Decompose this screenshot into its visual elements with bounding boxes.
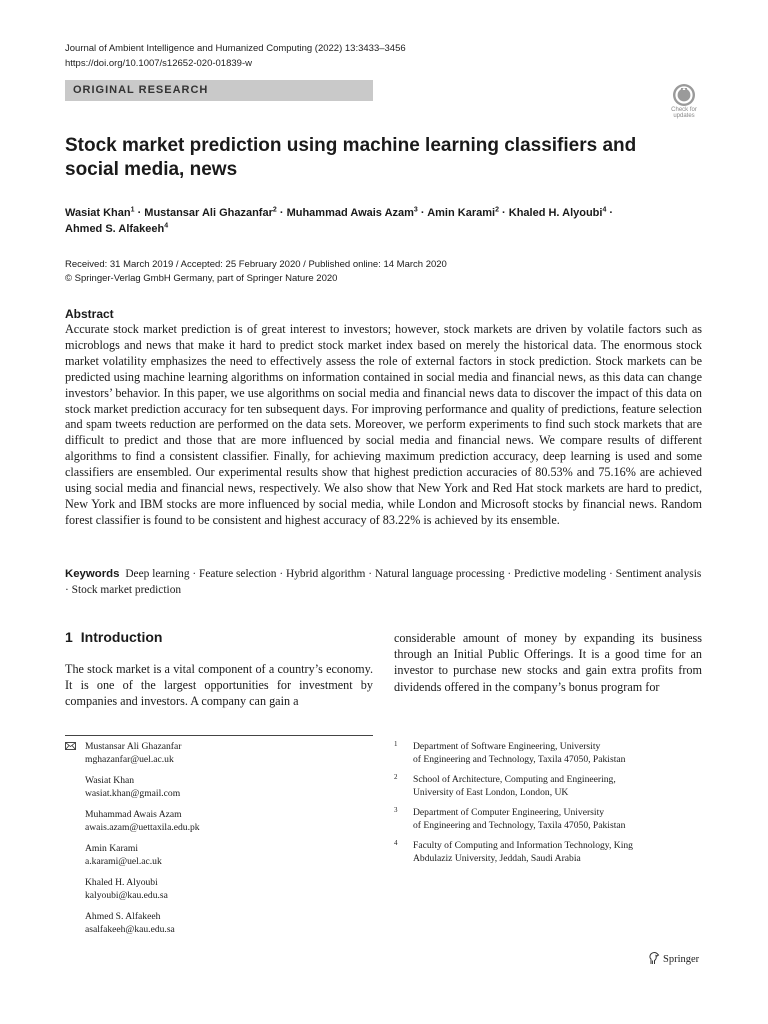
- contact-item: [65, 809, 373, 834]
- paper-title: Stock market prediction using machine learning classifiers and social media, news: [65, 135, 637, 180]
- author[interactable]: Ahmed S. Alfakeeh$^4$: [65, 222, 169, 235]
- author[interactable]: Khaled H. Alyoubi$^4$: [508, 206, 607, 219]
- check-for-updates[interactable]: [662, 83, 706, 125]
- contact-item: [65, 877, 373, 902]
- check-updates-label-1: Check for: [671, 107, 697, 113]
- contact-email[interactable]: awais.azam@uettaxila.edu.pk: [85, 821, 200, 833]
- affiliation-item: [394, 774, 704, 799]
- affiliation-item: [394, 807, 704, 832]
- contact-name: Mustansar Ali Ghazanfar: [85, 741, 182, 752]
- keywords-list: Deep learning · Feature selection · Hybrid algorithm · Natural language processing · Predictive modeling · Sentiment analysis · Stock market prediction: [65, 568, 702, 596]
- keywords: [65, 566, 702, 598]
- section-number: 1: [65, 629, 73, 645]
- section-heading-introduction: [65, 629, 162, 645]
- author[interactable]: Wasiat Khan$^1$: [65, 206, 135, 219]
- contact-email[interactable]: a.karami@uel.ac.uk: [85, 855, 162, 867]
- publisher-logo: [648, 951, 699, 965]
- affiliation-line: Department of Software Engineering, University: [413, 741, 601, 752]
- article-type-badge: [65, 80, 373, 101]
- contact-name: Amin Karami: [85, 843, 139, 854]
- contact-name: Ahmed S. Alfakeeh: [85, 911, 161, 922]
- affiliation-line: School of Architecture, Computing and Engineering,: [413, 774, 616, 785]
- affiliation-item: [394, 741, 704, 766]
- copyright: © Springer-Verlag GmbH Germany, part of Springer Nature 2020: [65, 273, 338, 284]
- check-updates-label-2: updates: [673, 113, 695, 119]
- affiliation-line: University of East London, London, UK: [413, 786, 569, 798]
- contact-item: [65, 775, 373, 800]
- affiliation-line: Faculty of Computing and Information Technology, King: [413, 840, 633, 851]
- springer-horse-icon: [648, 951, 660, 965]
- affiliation-item: [394, 840, 704, 865]
- intro-paragraph-left: The stock market is a vital component of a country’s economy. It is one of the largest opportunities for investment by companies and investors. A company can gain a: [65, 662, 373, 709]
- contact-name: Muhammad Awais Azam: [85, 809, 182, 820]
- abstract-body: Accurate stock market prediction is of great interest to investors; however, stock markets are driven by volatile factors such as microblogs and news that make it hard to predict stock market index based on merely the historical data. The enormous stock market volatility emphasizes the need to effectively assess the role of external factors in stock prediction. Stock markets can be predicted using machine learning algorithms on information contained in social media and financial news, as this data can change investors’ behavior. In this paper, we use algorithms on social media and financial news data to discover the impact of this data on stock market prediction accuracy for ten subsequent days. For improving performance and quality of predictions, feature selection and spam tweets reduction are performed on the data sets. Moreover, we perform experiments to find such stock markets that are difficult to predict and those that are more influenced by social media and financial news. We compare results of different algorithms to find a consistent classifier. Finally, for achieving maximum prediction accuracy, deep learning is used and some classifiers are ensembled. Our experimental results show that highest prediction accuracies of 80.53% and 75.16% are achieved using social media and financial news, respectively. We also show that New York and Red Hat stock markets are hard to predict, New York and IBM stocks are more influenced by social media, while London and Microsoft stocks by financial news. Random forest classifier is found to be consistent and highest accuracy of 83.22% is achieved by its ensemble.: [65, 322, 702, 527]
- contact-name: Wasiat Khan: [85, 775, 135, 786]
- intro-paragraph-right: considerable amount of money by expanding its business through an Initial Public Offerings. It is a good time for an investor to purchase new stocks and gain extra profits from dividends offered in the company’s bonus program for: [394, 631, 702, 694]
- contact-email[interactable]: mghazanfar@uel.ac.uk: [85, 753, 174, 765]
- doi-link[interactable]: https://doi.org/10.1007/s12652-020-01839-w: [65, 58, 252, 69]
- affiliation-number: 4: [394, 839, 398, 847]
- article-type-label: ORIGINAL RESEARCH: [73, 84, 209, 96]
- contact-item: [65, 843, 373, 868]
- publication-dates: [65, 258, 685, 286]
- author[interactable]: Amin Karami$^2$: [427, 206, 499, 219]
- publisher-name: Springer: [663, 954, 700, 965]
- journal-header: [65, 41, 406, 71]
- author-list: Wasiat Khan$^1$ · Mustansar Ali Ghazanfar$^2$ · Muhammad Awais Azam$^3$ · Amin Karami$^2$ · Khaled H. Alyoubi$^4$ · Ahmed S. Alfakeeh$^4$: [65, 206, 614, 235]
- author[interactable]: Mustansar Ali Ghazanfar$^2$: [144, 206, 277, 219]
- affiliation-number: 2: [394, 773, 398, 781]
- author[interactable]: Muhammad Awais Azam$^3$: [286, 206, 418, 219]
- contact-email[interactable]: kalyoubi@kau.edu.sa: [85, 889, 168, 901]
- contact-email[interactable]: asalfakeeh@kau.edu.sa: [85, 923, 175, 935]
- author-contacts: [65, 741, 373, 945]
- footnote-divider: [65, 735, 373, 736]
- keywords-label: Keywords: [65, 568, 120, 580]
- affiliation-line: of Engineering and Technology, Taxila 47050, Pakistan: [413, 753, 626, 765]
- affiliation-line: Department of Computer Engineering, University: [413, 807, 605, 818]
- abstract-heading: Abstract: [65, 307, 114, 321]
- affiliation-line: of Engineering and Technology, Taxila 47050, Pakistan: [413, 819, 626, 831]
- affiliation-line: Abdulaziz University, Jeddah, Saudi Arabia: [413, 852, 581, 864]
- contact-item: [65, 741, 373, 766]
- affiliations: [394, 741, 704, 873]
- contact-name: Khaled H. Alyoubi: [85, 877, 158, 888]
- affiliation-number: 3: [394, 806, 398, 814]
- affiliation-number: 1: [394, 740, 398, 748]
- section-title: Introduction: [80, 629, 163, 645]
- check-updates-icon: [672, 83, 696, 107]
- envelope-icon: [65, 742, 76, 750]
- history-dates: Received: 31 March 2019 / Accepted: 25 February 2020 / Published online: 14 March 2020: [65, 259, 447, 270]
- journal-line: Journal of Ambient Intelligence and Humanized Computing (2022) 13:3433–3456: [65, 43, 406, 54]
- contact-item: [65, 911, 373, 936]
- contact-email[interactable]: wasiat.khan@gmail.com: [85, 787, 181, 799]
